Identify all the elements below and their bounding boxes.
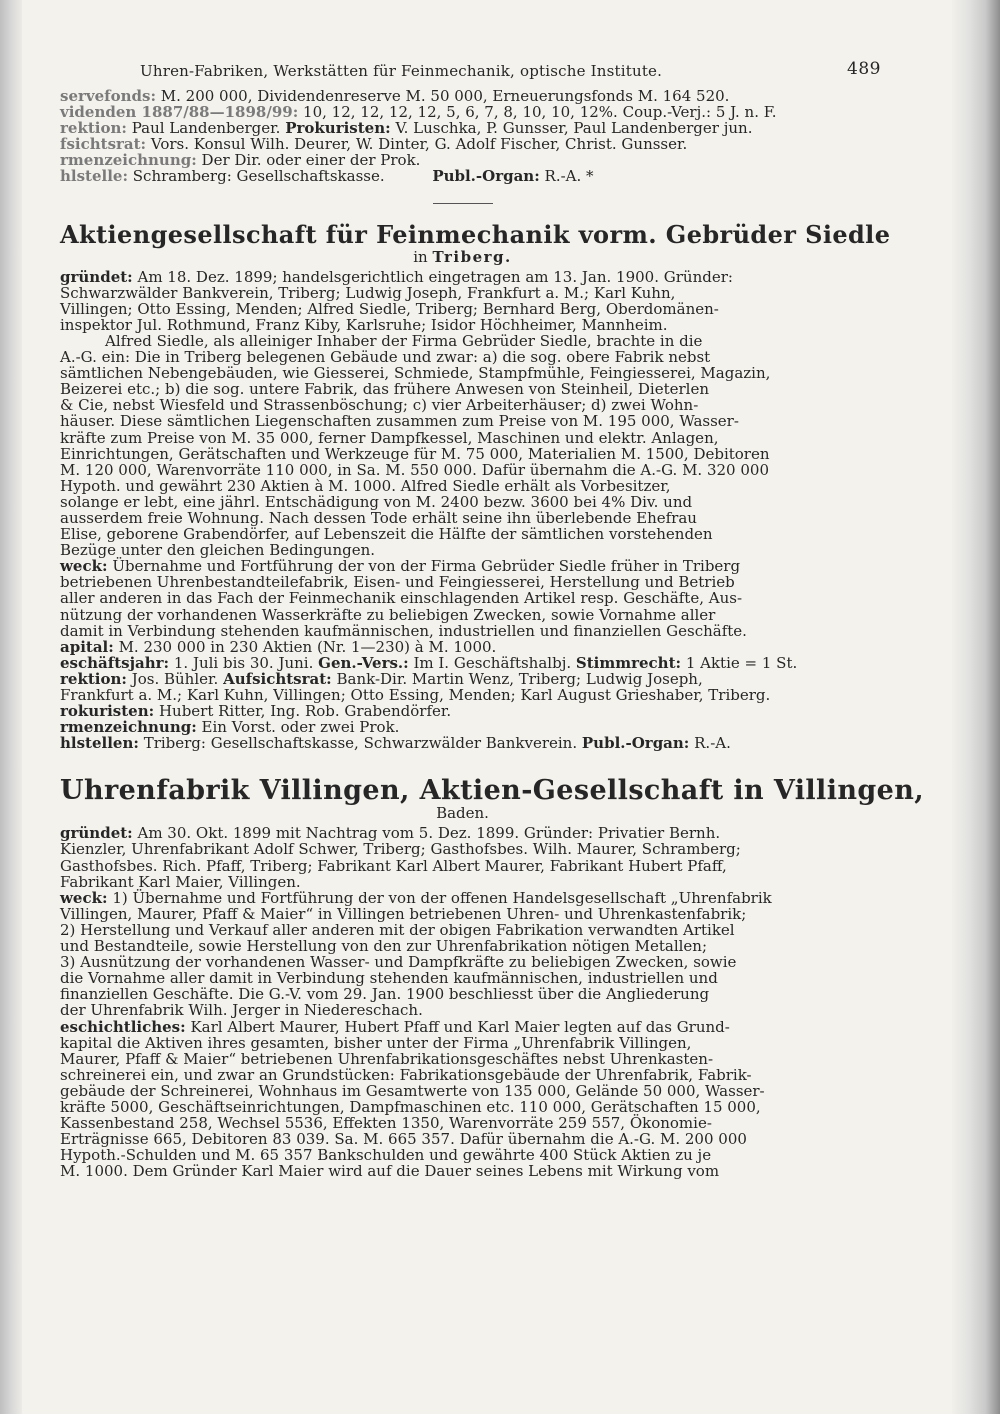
entry-line [60,152,865,168]
entry-text: Elise, geborene Grabendörfer, auf Lebenszeit die Hälfte der sämtlichen vorstehenden [60,525,713,544]
entry-line [60,986,865,1002]
entry-label: Gen.-Vers.: [318,653,409,672]
entry-line [60,1147,865,1163]
entry-line [60,858,865,874]
entry-line [60,1131,865,1147]
entry-label: weck: [60,557,108,576]
entry-text: Beizerei etc.; b) die sog. untere Fabrik, das frühere Anwesen von Steinheil, Dieterlen [60,380,709,399]
entry-text: Triberg: Gesellschaftskasse, Schwarzwälder Bankverein. [143,734,578,753]
entry-label: rmenzeichnung: [60,151,197,170]
entry-label: fsichtsrat: [60,135,147,154]
entry-text: kräfte 5000, Geschäftseinrichtungen, Dampfmaschinen etc. 110 000, Gerätschaften 15 000, [60,1097,761,1116]
entry-text: 2) Herstellung und Verkauf aller anderen mit der obigen Fabrikation verwandten Artikel [60,920,735,939]
entry-text: 3) Ausnützung der vorhandenen Wasser- und Dampfkräfte zu beliebigen Zwecken, sowie [60,953,737,972]
book-page [60,52,925,1181]
entry-line [60,574,865,590]
entry-text: Der Dir. oder einer der Prok. [201,151,421,170]
entry-line [60,906,865,922]
entry-text: 1. Juli bis 30. Juni. [173,653,314,672]
page-number: 489 [847,59,881,79]
section-siedle [60,219,891,753]
entry-label: rektion: [60,119,127,138]
scan-right-edge [952,0,1000,1414]
entry-label: videnden 1887/88—1898/99: [60,103,299,122]
entry-line [60,413,865,429]
entry-text: Villingen; Otto Essing, Menden; Alfred Siedle, Triberg; Bernhard Berg, Oberdomänen- [60,299,719,318]
entry-text: sämtlichen Nebengebäuden, wie Giesserei, Schmiede, Stampfmühle, Feingiesserei, Magazin, [60,364,771,383]
entry-line [60,623,865,639]
entry-line [60,478,865,494]
entry-text: der Uhrenfabrik Wilh. Jerger in Niedereschach. [60,1001,423,1020]
entry-text: 10, 12, 12, 12, 12, 5, 6, 7, 8, 10, 10, 12%. Coup.-Verj.: 5 J. n. F. [303,103,777,122]
entry-text: Am 30. Okt. 1899 mit Nachtrag vom 5. Dez. 1899. Gründer: Privatier Bernh. [137,824,721,843]
entry-line [60,542,865,558]
entry-text: finanziellen Geschäfte. Die G.-V. vom 29. Jan. 1900 beschliesst über die Angliederung [60,985,710,1004]
entry-label: rmenzeichnung: [60,718,197,737]
section-uhrenfabrik-villingen [60,775,925,1181]
entry-text: betriebenen Uhrenbestandteilefabrik, Eisen- und Feingiesserei, Herstellung und Betrieb [60,573,735,592]
entry-text: kapital die Aktiven ihres gesamten, bisher unter der Firma „Uhrenfabrik Villingen, [60,1033,692,1052]
entry-text: Fabrikant Karl Maier, Villingen. [60,872,301,891]
entry-line [60,446,865,462]
entry-label: weck: [60,888,108,907]
subtitle-place: Triberg. [432,247,512,266]
entry-line [60,430,865,446]
entry-line [60,510,865,526]
entry-label: rektion: [60,669,127,688]
entry-text: Frankfurt a. M.; Karl Kuhn, Villingen; Otto Essing, Menden; Karl August Grieshaber, Triberg. [60,686,771,704]
entry-line [60,1115,865,1131]
entry-text: inspektor Jul. Rothmund, Franz Kiby, Karlsruhe; Isidor Höchheimer, Mannheim. [60,315,668,334]
entry-label: hlstellen: [60,734,139,753]
entry-text: M. 1000. Dem Gründer Karl Maier wird auf die Dauer seines Lebens mit Wirkung vom [60,1162,720,1181]
entry-text: Erträgnisse 665, Debitoren 83 039. Sa. M. 665 357. Dafür übernahm die A.-G. M. 200 000 [60,1130,747,1149]
section-body [60,269,865,752]
entry-text: Hypoth.-Schulden und M. 65 357 Bankschulden und gewährte 400 Stück Aktien zu je [60,1146,712,1165]
section-body [60,825,865,1179]
entry-line [60,1163,865,1179]
entry-line [60,1051,865,1067]
entry-text: nützung der vorhandenen Wasserkräfte zu beliebigen Zwecken, sowie Vornahme aller [60,605,716,624]
subtitle-prefix: in [413,247,428,266]
entry-text: Bank-Dir. Martin Wenz, Triberg; Ludwig Joseph, [336,669,703,688]
running-head [60,52,881,88]
entry-line [60,120,865,136]
entry-label: hlstelle: [60,167,128,186]
entry-text: und Bestandteile, sowie Herstellung von den zur Uhrenfabrikation nötigen Metallen; [60,937,708,956]
entry-line [60,655,865,671]
entry-text: 1 Aktie = 1 St. [685,653,798,672]
entry-line [60,841,865,857]
entry-label: Publ.-Organ: [432,167,540,186]
entry-label: eschäftsjahr: [60,653,170,672]
entry-line [60,639,865,655]
entry-text: die Vornahme aller damit in Verbindung stehenden kaufmännischen, industriellen und [60,969,718,988]
entry-text: R.-A. [694,734,731,753]
entry-line [60,269,865,285]
entry-line [60,285,865,301]
entry-text: Bezüge unter den gleichen Bedingungen. [60,541,376,560]
scan-left-edge [0,0,22,1414]
entry-line [60,1002,865,1018]
entry-line [60,1067,865,1083]
entry-line [60,970,865,986]
entry-line [60,558,865,574]
entry-line [60,526,865,542]
entry-label: eschichtliches: [60,1017,186,1036]
entry-label: Aufsichtsrat: [223,669,332,688]
entry-text: 1) Übernahme und Fortführung der von der offenen Handelsgesellschaft „Uhrenfabrik [112,888,772,907]
entry-line [60,349,865,365]
entry-text: gebäude der Schreinerei, Wohnhaus im Gesamtwerte von 135 000, Gelände 50 000, Wasser- [60,1081,765,1100]
entry-label: Stimmrecht: [575,653,682,672]
entry-label: rokuristen: [60,702,155,721]
entry-text: A.-G. ein: Die in Triberg belegenen Gebäude und zwar: a) die sog. obere Fabrik nebst [60,348,711,367]
entry-line [60,922,865,938]
entry-text: Kassenbestand 258, Wechsel 5536, Effekten 1350, Warenvorräte 259 557, Ökonomie- [60,1114,712,1133]
entry-line [60,397,865,413]
entry-text: aller anderen in das Fach der Feinmechanik einschlagenden Artikel resp. Geschäfte, Aus- [60,589,743,608]
entry-line [60,104,865,120]
entry-line [60,671,865,687]
entry-text: Alfred Siedle, als alleiniger Inhaber der Firma Gebrüder Siedle, brachte in die [105,331,703,350]
entry-text: Villingen, Maurer, Pfaff & Maier“ in Villingen betriebenen Uhren- und Uhrenkastenfabrik; [60,904,747,923]
top-entry [60,88,865,185]
entry-label: gründet: [60,267,133,286]
section-divider [433,203,493,204]
entry-text: Übernahme und Fortführung der von der Firma Gebrüder Siedle früher in Triberg [112,557,741,576]
entry-text: Gasthofsbes. Rich. Pfaff, Triberg; Fabrikant Karl Albert Maurer, Fabrikant Hubert Pfaff, [60,856,727,875]
entry-text: Hypoth. und gewährt 230 Aktien à M. 1000. Alfred Siedle erhält als Vorbesitzer, [60,476,671,495]
entry-line [60,317,865,333]
entry-label: servefonds: [60,87,156,105]
section-title: Uhrenfabrik Villingen, Aktien-Gesellschaft in Villingen, [60,775,925,807]
entry-line [60,607,865,623]
entry-text: Hubert Ritter, Ing. Rob. Grabendörfer. [158,702,452,721]
entry-text: R.-A. * [544,167,594,186]
entry-text: Am 18. Dez. 1899; handelsgerichtlich eingetragen am 13. Jan. 1900. Gründer: [137,267,733,286]
entry-line [60,938,865,954]
entry-text: Schramberg: Gesellschaftskasse. [132,167,385,186]
entry-text: Schwarzwälder Bankverein, Triberg; Ludwig Joseph, Frankfurt a. M.; Karl Kuhn, [60,283,676,302]
entry-text: damit in Verbindung stehenden kaufmännischen, industriellen und finanziellen Geschäfte. [60,621,747,640]
entry-text: Kienzler, Uhrenfabrikant Adolf Schwer, Triberg; Gasthofsbes. Wilh. Maurer, Schramberg; [60,840,741,859]
section-title: Aktiengesellschaft für Feinmechanik vorm. Gebrüder Siedle [60,219,891,249]
entry-line [60,954,865,970]
entry-line [60,1019,865,1035]
entry-line [60,590,865,606]
entry-label: Publ.-Organ: [581,734,690,753]
entry-text: ausserdem freie Wohnung. Nach dessen Tode erhält seine ihn überlebende Ehefrau [60,508,697,527]
entry-line [60,1083,865,1099]
entry-text: Maurer, Pfaff & Maier“ betriebenen Uhrenfabrikationsgeschäftes nebst Uhrenkasten- [60,1049,714,1068]
entry-text: solange er lebt, eine jährl. Entschädigung von M. 2400 bezw. 3600 bei 4% Div. und [60,492,693,511]
entry-text: Vors. Konsul Wilh. Deurer, W. Dinter, G. Adolf Fischer, Christ. Gunsser. [150,135,688,154]
entry-line [60,874,865,890]
entry-line [60,462,865,478]
entry-line [60,735,865,751]
entry-line [60,301,865,317]
entry-line [60,168,865,184]
entry-text: V. Luschka, P. Gunsser, Paul Landenberger jun. [395,119,753,138]
entry-text: kräfte zum Preise von M. 35 000, ferner Dampfkessel, Maschinen und elektr. Anlagen, [60,428,719,447]
entry-line [60,494,865,510]
entry-text: & Cie, nebst Wiesfeld und Strassenböschung; c) vier Arbeiterhäuser; d) zwei Wohn- [60,396,699,415]
entry-line [60,381,865,397]
entry-line [60,825,865,841]
entry-line [60,1099,865,1115]
entry-line [60,365,865,381]
entry-text: schreinerei ein, und zwar an Grundstücken: Fabrikationsgebäude der Uhrenfabrik, Fabrik- [60,1065,752,1084]
entry-text: Karl Albert Maurer, Hubert Pfaff und Karl Maier legten auf das Grund- [190,1017,730,1036]
entry-line [60,719,865,735]
entry-line [60,703,865,719]
running-title: Uhren-Fabriken, Werkstätten für Feinmechanik, optische Institute. [140,62,663,80]
entry-text: häuser. Diese sämtlichen Liegenschaften zusammen zum Preise von M. 195 000, Wasser- [60,412,739,431]
entry-label: apital: [60,637,114,656]
entry-line [60,88,865,104]
entry-line [60,687,865,703]
entry-label: gründet: [60,824,133,843]
entry-text: Ein Vorst. oder zwei Prok. [201,718,400,737]
entry-text: Einrichtungen, Gerätschaften und Werkzeuge für M. 75 000, Materialien M. 1500, Debitoren [60,444,770,463]
entry-text: Jos. Bühler. [131,669,219,688]
section-subtitle [60,249,865,266]
entry-text: M. 120 000, Warenvorräte 110 000, in Sa. M. 550 000. Dafür übernahm die A.-G. M. 320 000 [60,460,769,479]
section-subtitle: Baden. [436,804,489,823]
entry-text: M. 230 000 in 230 Aktien (Nr. 1—230) à M. 1000. [118,637,497,656]
entry-label: Prokuristen: [285,119,391,138]
entry-line [60,1035,865,1051]
entry-line [60,890,865,906]
entry-line [60,333,865,349]
entry-text: M. 200 000, Dividendenreserve M. 50 000, Erneuerungsfonds M. 164 520. [160,87,730,105]
entry-text: Im I. Geschäftshalbj. [413,653,572,672]
entry-line [60,136,865,152]
entry-text: Paul Landenberger. [131,119,281,138]
